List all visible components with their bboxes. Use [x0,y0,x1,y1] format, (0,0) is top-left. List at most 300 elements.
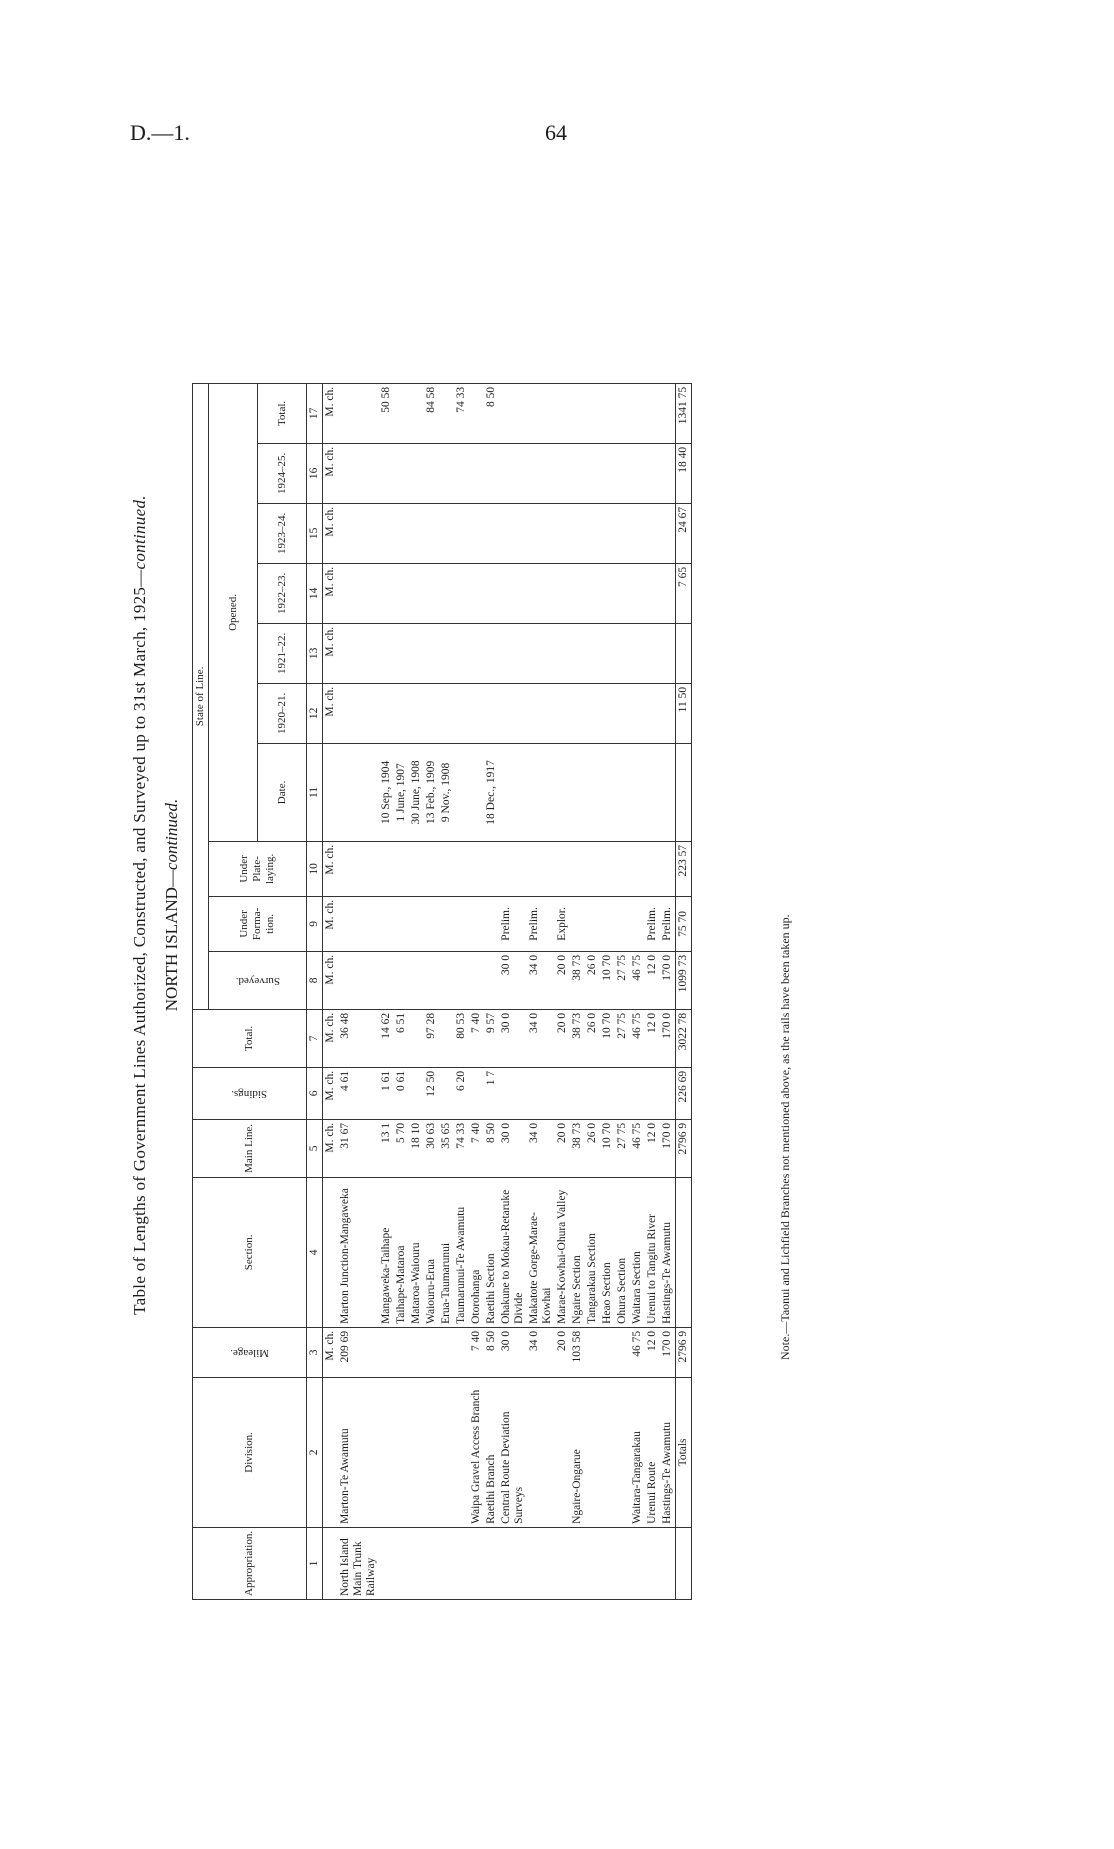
opened-1924-25-cell [469,443,484,503]
header-sidings [193,1067,307,1119]
table-row [394,383,409,1599]
opened-total-cell [615,383,630,443]
opened-1922-23-cell [630,563,645,623]
totals-empty-cell [676,1527,692,1599]
date-cell [600,743,615,841]
opened-1924-25-cell [527,443,555,503]
under-formation-cell [630,896,645,951]
surveyed-cell [379,951,394,1009]
opened-1920-21-cell [570,683,585,743]
opened-1920-21-cell [555,683,570,743]
mileage-cell [615,1327,630,1377]
sidings-cell [409,1067,424,1119]
under-platelaying-cell [555,841,570,896]
table-row [379,383,394,1599]
unit-label: M. ch. [323,563,339,623]
unit-label: M. ch. [323,1067,339,1119]
sidings-cell: 1 7 [484,1067,499,1119]
date-cell [660,743,676,841]
date-cell [585,743,600,841]
opened-total-cell [600,383,615,443]
main-line-cell: 20 0 [555,1119,570,1177]
table-title-tail: continued. [130,495,149,570]
appropriation-cell [645,1527,660,1599]
totals-surveyed-cell: 1099 73 [676,951,692,1009]
under-platelaying-cell [660,841,676,896]
sidings-cell [645,1067,660,1119]
sidings-cell [585,1067,600,1119]
opened-1923-24-cell [585,503,600,563]
mileage-cell [585,1327,600,1377]
table-row [555,383,570,1599]
header-mileage-text: Mileage. [230,1346,269,1359]
opened-1921-22-cell [338,623,379,683]
table-row [424,383,439,1599]
mileage-cell: 34 0 [527,1327,555,1377]
under-platelaying-cell [527,841,555,896]
opened-1924-25-cell [630,443,645,503]
opened-1922-23-cell [394,563,409,623]
total-cell [409,1009,424,1067]
opened-1922-23-cell [570,563,585,623]
total-cell: 80 53 [454,1009,469,1067]
opened-1924-25-cell [409,443,424,503]
opened-1924-25-cell [570,443,585,503]
sidings-cell [499,1067,527,1119]
total-cell: 14 62 [379,1009,394,1067]
sidings-cell: 1 61 [379,1067,394,1119]
opened-1922-23-cell [585,563,600,623]
unit-row [323,383,339,1599]
opened-1920-21-cell [469,683,484,743]
opened-1922-23-cell [484,563,499,623]
opened-1923-24-cell [454,503,469,563]
main-line-cell: 10 70 [600,1119,615,1177]
section-cell: Ngaire Section [570,1177,585,1327]
header-division: Division. [193,1377,307,1527]
table-row [409,383,424,1599]
opened-1924-25-cell [600,443,615,503]
opened-1924-25-cell [424,443,439,503]
surveyed-cell [454,951,469,1009]
opened-1922-23-cell [424,563,439,623]
opened-1923-24-cell [484,503,499,563]
division-cell [555,1377,570,1527]
total-cell: 34 0 [527,1009,555,1067]
opened-1922-23-cell [454,563,469,623]
table-note: Note.—Taonui and Lichfield Branches not mentioned above, as the rails have been taken up. [778,914,792,1360]
totals-under-platelaying-cell: 223 57 [676,841,692,896]
opened-total-cell: 84 58 [424,383,439,443]
under-formation-cell [600,896,615,951]
under-formation-cell: Prelim. [499,896,527,951]
opened-1923-24-cell [600,503,615,563]
under-platelaying-cell [600,841,615,896]
opened-1921-22-cell [527,623,555,683]
appropriation-cell [484,1527,499,1599]
opened-1921-22-cell [454,623,469,683]
sidings-cell [570,1067,585,1119]
surveyed-cell [439,951,454,1009]
surveyed-cell: 12 0 [645,951,660,1009]
totals-opened-1921-22-cell [676,623,692,683]
main-line-cell: 30 0 [499,1119,527,1177]
opened-1920-21-cell [338,683,379,743]
division-cell: Raetihi Branch [484,1377,499,1527]
unit-label: M. ch. [323,1009,339,1067]
date-cell: 13 Feb., 1909 [424,743,439,841]
totals-under-formation-cell: 75 70 [676,896,692,951]
opened-total-cell [555,383,570,443]
opened-total-cell [630,383,645,443]
main-line-cell: 170 0 [660,1119,676,1177]
total-cell: 6 51 [394,1009,409,1067]
surveyed-cell: 27 75 [615,951,630,1009]
section-cell: Waiouru-Erua [424,1177,439,1327]
table-subtitle-main: NORTH ISLAND— [162,870,181,1012]
opened-1923-24-cell [409,503,424,563]
opened-1921-22-cell [409,623,424,683]
surveyed-cell: 20 0 [555,951,570,1009]
under-platelaying-cell [615,841,630,896]
section-cell: Urenui to Tangitu River [645,1177,660,1327]
appropriation-cell [499,1527,527,1599]
main-line-cell: 35 65 [439,1119,454,1177]
opened-1920-21-cell [630,683,645,743]
opened-1922-23-cell [527,563,555,623]
totals-opened-1923-24-cell: 24 67 [676,503,692,563]
opened-1920-21-cell [439,683,454,743]
surveyed-cell: 26 0 [585,951,600,1009]
sidings-cell [469,1067,484,1119]
under-formation-cell [409,896,424,951]
totals-opened-1922-23-cell: 7 65 [676,563,692,623]
total-cell: 12 0 [645,1009,660,1067]
opened-1923-24-cell [499,503,527,563]
unit-label: M. ch. [323,1327,339,1377]
under-platelaying-cell [379,841,394,896]
opened-1921-22-cell [484,623,499,683]
under-formation-cell [338,896,379,951]
column-number: 2 [307,1377,323,1527]
page-number: 64 [545,120,567,145]
under-formation-cell [484,896,499,951]
opened-1924-25-cell [615,443,630,503]
main-line-cell: 18 10 [409,1119,424,1177]
opened-total-cell [570,383,585,443]
section-cell: Otorohanga [469,1177,484,1327]
surveyed-cell: 170 0 [660,951,676,1009]
opened-1920-21-cell [409,683,424,743]
under-platelaying-cell [585,841,600,896]
appropriation-cell: North Island Main Trunk Railway [338,1527,379,1599]
section-cell: Mangaweka-Taihape [379,1177,394,1327]
opened-total-cell: 8 50 [484,383,499,443]
table-subtitle-tail: continued. [162,798,181,871]
table-row [454,383,469,1599]
sidings-cell [630,1067,645,1119]
column-number: 6 [307,1067,323,1119]
opened-1923-24-cell [555,503,570,563]
date-cell: 10 Sep., 1904 [379,743,394,841]
opened-total-cell [660,383,676,443]
section-cell: Ohakune to Mokau-Retaruke Divide [499,1177,527,1327]
under-formation-cell [379,896,394,951]
totals-opened-total-cell: 1341 75 [676,383,692,443]
mileage-cell: 20 0 [555,1327,570,1377]
under-platelaying-cell [454,841,469,896]
header-under-formation: Under Forma-tion. [209,896,307,951]
opened-1921-22-cell [585,623,600,683]
opened-1922-23-cell [439,563,454,623]
mileage-cell: 170 0 [660,1327,676,1377]
column-number: 7 [307,1009,323,1067]
surveyed-cell [394,951,409,1009]
section-cell: Heao Section [600,1177,615,1327]
sidings-cell [527,1067,555,1119]
division-cell [379,1377,394,1527]
header-sidings-text: Sidings. [231,1087,268,1100]
surveyed-cell: 46 75 [630,951,645,1009]
division-cell [424,1377,439,1527]
mileage-cell [409,1327,424,1377]
section-cell: Ohura Section [615,1177,630,1327]
main-line-cell: 8 50 [484,1119,499,1177]
header-1922-23: 1922–23. [258,563,307,623]
opened-1920-21-cell [585,683,600,743]
table-row [600,383,615,1599]
sidings-cell [439,1067,454,1119]
section-cell: Waitara Section [630,1177,645,1327]
date-cell [454,743,469,841]
unit-label: M. ch. [323,896,339,951]
table-row [630,383,645,1599]
appropriation-cell [527,1527,555,1599]
opened-1924-25-cell [338,443,379,503]
total-cell: 10 70 [600,1009,615,1067]
main-line-cell: 12 0 [645,1119,660,1177]
opened-1921-22-cell [600,623,615,683]
totals-sidings-cell: 226 69 [676,1067,692,1119]
opened-1921-22-cell [645,623,660,683]
table-row [484,383,499,1599]
under-formation-cell [454,896,469,951]
division-cell [615,1377,630,1527]
table-row [585,383,600,1599]
section-cell: Makatote Gorge-Marae-Kowhai [527,1177,555,1327]
opened-1921-22-cell [555,623,570,683]
table-row [645,383,660,1599]
table-title-main: Table of Lengths of Government Lines Authorized, Constructed, and Surveyed up to 31st March, 1925— [130,569,149,1315]
unit-label: M. ch. [323,383,339,443]
opened-1923-24-cell [424,503,439,563]
opened-total-cell [394,383,409,443]
opened-1920-21-cell [484,683,499,743]
total-cell: 46 75 [630,1009,645,1067]
table-body [307,383,692,1599]
column-number: 10 [307,841,323,896]
opened-total-cell [585,383,600,443]
totals-division-cell: Totals [676,1377,692,1527]
appropriation-cell [660,1527,676,1599]
header-appropriation: Appropriation. [193,1527,307,1599]
header-1923-24: 1923–24. [258,503,307,563]
opened-1921-22-cell [424,623,439,683]
header-1920-21: 1920–21. [258,683,307,743]
section-cell: Marton Junction-Mangaweka [338,1177,379,1327]
unit-label: M. ch. [323,1119,339,1177]
date-cell [555,743,570,841]
section-cell: Taumarunui-Te Awamutu [454,1177,469,1327]
date-cell [499,743,527,841]
opened-1921-22-cell [379,623,394,683]
main-line-cell: 5 70 [394,1119,409,1177]
division-cell: Waipa Gravel Access Branch [469,1377,484,1527]
opened-1920-21-cell [527,683,555,743]
under-platelaying-cell [484,841,499,896]
header-opened-total: Total. [258,383,307,443]
under-formation-cell: Prelim. [527,896,555,951]
total-cell: 20 0 [555,1009,570,1067]
opened-1924-25-cell [379,443,394,503]
opened-1920-21-cell [600,683,615,743]
main-line-cell: 26 0 [585,1119,600,1177]
mileage-cell [394,1327,409,1377]
date-cell: 30 June, 1908 [409,743,424,841]
under-platelaying-cell [409,841,424,896]
totals-empty-cell [676,743,692,841]
opened-1921-22-cell [570,623,585,683]
under-platelaying-cell [469,841,484,896]
table-row [615,383,630,1599]
opened-1923-24-cell [394,503,409,563]
surveyed-cell [409,951,424,1009]
surveyed-cell [424,951,439,1009]
date-cell: 1 June, 1907 [394,743,409,841]
opened-1923-24-cell [469,503,484,563]
appropriation-cell [409,1527,424,1599]
header-section: Section. [193,1177,307,1327]
opened-1924-25-cell [454,443,469,503]
column-number: 4 [307,1177,323,1327]
under-platelaying-cell [439,841,454,896]
column-number: 15 [307,503,323,563]
total-cell: 38 73 [570,1009,585,1067]
opened-1921-22-cell [630,623,645,683]
main-line-cell: 7 40 [469,1119,484,1177]
column-number: 1 [307,1527,323,1599]
mileage-cell: 7 40 [469,1327,484,1377]
date-cell [469,743,484,841]
mileage-cell [439,1327,454,1377]
header-1921-22: 1921–22. [258,623,307,683]
main-line-cell: 38 73 [570,1119,585,1177]
table-row [469,383,484,1599]
division-cell: Central Route Deviation Surveys [499,1377,527,1527]
date-cell: 18 Dec., 1917 [484,743,499,841]
column-number: 8 [307,951,323,1009]
table-row [499,383,527,1599]
opened-1922-23-cell [615,563,630,623]
section-cell: Taihape-Mataroa [394,1177,409,1327]
sidings-cell: 6 20 [454,1067,469,1119]
header-main-line: Main Line. [193,1119,307,1177]
under-formation-cell: Prelim. [645,896,660,951]
opened-1923-24-cell [630,503,645,563]
opened-1922-23-cell [645,563,660,623]
mileage-cell [379,1327,394,1377]
opened-1923-24-cell [660,503,676,563]
opened-total-cell [409,383,424,443]
appropriation-cell [630,1527,645,1599]
unit-label: M. ch. [323,443,339,503]
under-formation-cell [570,896,585,951]
under-formation-cell [439,896,454,951]
opened-1921-22-cell [660,623,676,683]
sidings-cell: 0 61 [394,1067,409,1119]
surveyed-cell: 38 73 [570,951,585,1009]
header-surveyed [209,951,307,1009]
division-cell: Ngaire-Ongarue [570,1377,585,1527]
opened-total-cell [499,383,527,443]
opened-1924-25-cell [484,443,499,503]
opened-1922-23-cell [409,563,424,623]
main-line-cell: 34 0 [527,1119,555,1177]
division-cell [600,1377,615,1527]
opened-1920-21-cell [660,683,676,743]
header-opened: Opened. [209,383,258,841]
total-cell: 36 48 [338,1009,379,1067]
page-reference: D.—1. [130,120,190,145]
surveyed-cell: 34 0 [527,951,555,1009]
mileage-cell [600,1327,615,1377]
appropriation-cell [555,1527,570,1599]
opened-1923-24-cell [379,503,394,563]
opened-1924-25-cell [439,443,454,503]
totals-mileage-cell: 2796 9 [676,1327,692,1377]
opened-total-cell [645,383,660,443]
opened-1923-24-cell [439,503,454,563]
opened-1920-21-cell [379,683,394,743]
section-cell: Tangarakau Section [585,1177,600,1327]
main-line-cell: 31 67 [338,1119,379,1177]
under-platelaying-cell [570,841,585,896]
appropriation-cell [454,1527,469,1599]
column-number: 5 [307,1119,323,1177]
header-date: Date. [258,743,307,841]
opened-1920-21-cell [424,683,439,743]
division-cell: Marton-Te Awamutu [338,1377,379,1527]
under-formation-cell [615,896,630,951]
column-number: 16 [307,443,323,503]
table-row [660,383,676,1599]
total-cell: 170 0 [660,1009,676,1067]
under-platelaying-cell [645,841,660,896]
totals-empty-cell [676,1177,692,1327]
table-row [527,383,555,1599]
column-number: 11 [307,743,323,841]
appropriation-cell [439,1527,454,1599]
appropriation-cell [394,1527,409,1599]
mileage-cell: 209 69 [338,1327,379,1377]
totals-opened-1920-21-cell: 11 50 [676,683,692,743]
mileage-cell: 30 0 [499,1327,527,1377]
main-line-cell: 27 75 [615,1119,630,1177]
opened-1923-24-cell [645,503,660,563]
appropriation-cell [600,1527,615,1599]
mileage-cell: 46 75 [630,1327,645,1377]
date-cell [645,743,660,841]
